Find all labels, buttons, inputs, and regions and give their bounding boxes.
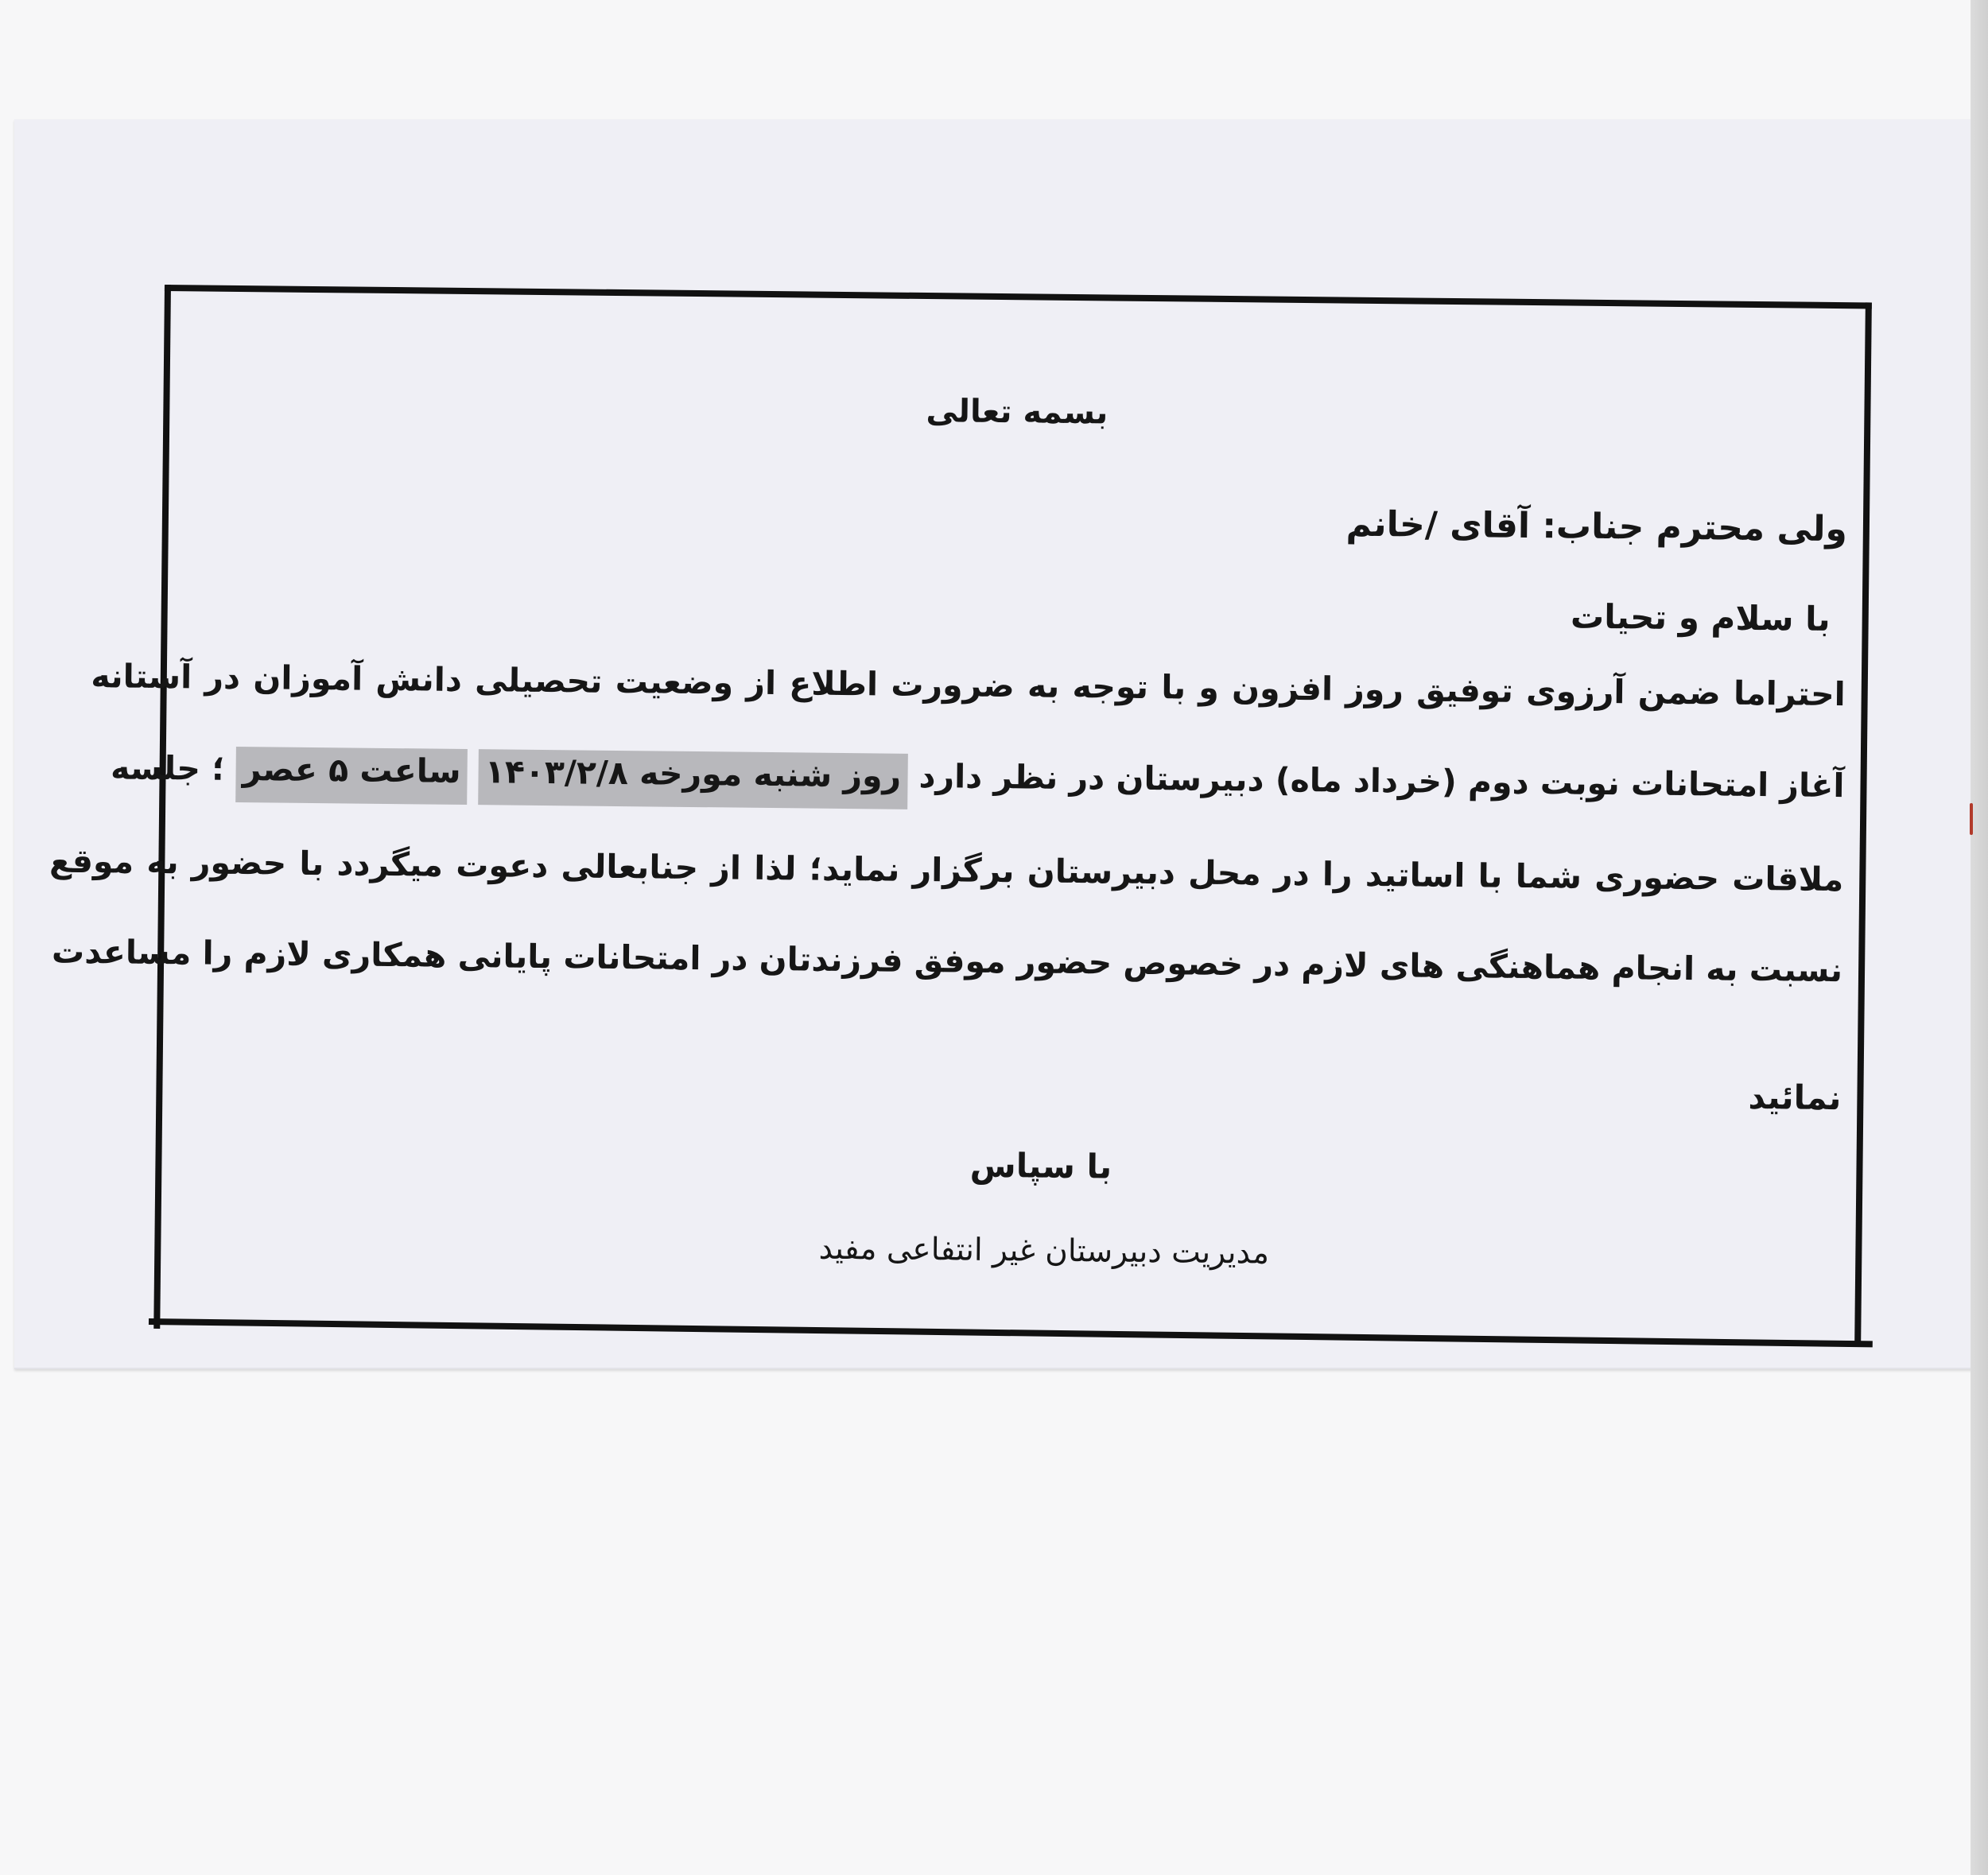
greeting-line: با سلام و تحیات [1570,596,1831,639]
signature-line: مدیریت دبیرستان غیر انتفاعی مفید [818,1230,1270,1271]
letter-body [49,291,1866,1346]
body-line-2 [111,748,1845,805]
salutation-line: ولی محترم جناب: آقای /خانم [1345,503,1848,550]
body-line-5: نمائید [1748,1077,1842,1118]
scanner-edge [1971,0,1988,1875]
closing-line: با سپاس [969,1145,1112,1186]
body-line-2-end: ؛ جلسه [110,748,225,788]
body-line-2-start: آغاز امتحانات نوبت دوم (خرداد ماه) دبیرستان در نظر دارد [918,756,1845,806]
body-line-1: احتراما ضمن آرزوی توفیق روز افزون و با توجه به ضرورت اطلاع از وضعیت تحصیلی دانش آموزان در آستانه [91,657,1846,714]
letter-heading: بسمه تعالی [926,393,1109,432]
margin-mark [1970,803,1973,835]
letter-frame [49,285,1872,1346]
highlighted-date: روز شنبه مورخه ۱۴۰۳/۲/۸ [478,749,907,809]
highlighted-time: ساعت ۵ عصر [236,747,468,805]
body-line-3: ملاقات حضوری شما با اساتید را در محل دبیرستان برگزار نماید؛ لذا از جنابعالی دعوت میگردد با حضور به موقع [49,841,1844,899]
body-line-4: نسبت به انجام هماهنگی های لازم در خصوص حضور موفق فرزندتان در امتحانات پایانی همکاری لازم را مساعدت [51,932,1843,990]
